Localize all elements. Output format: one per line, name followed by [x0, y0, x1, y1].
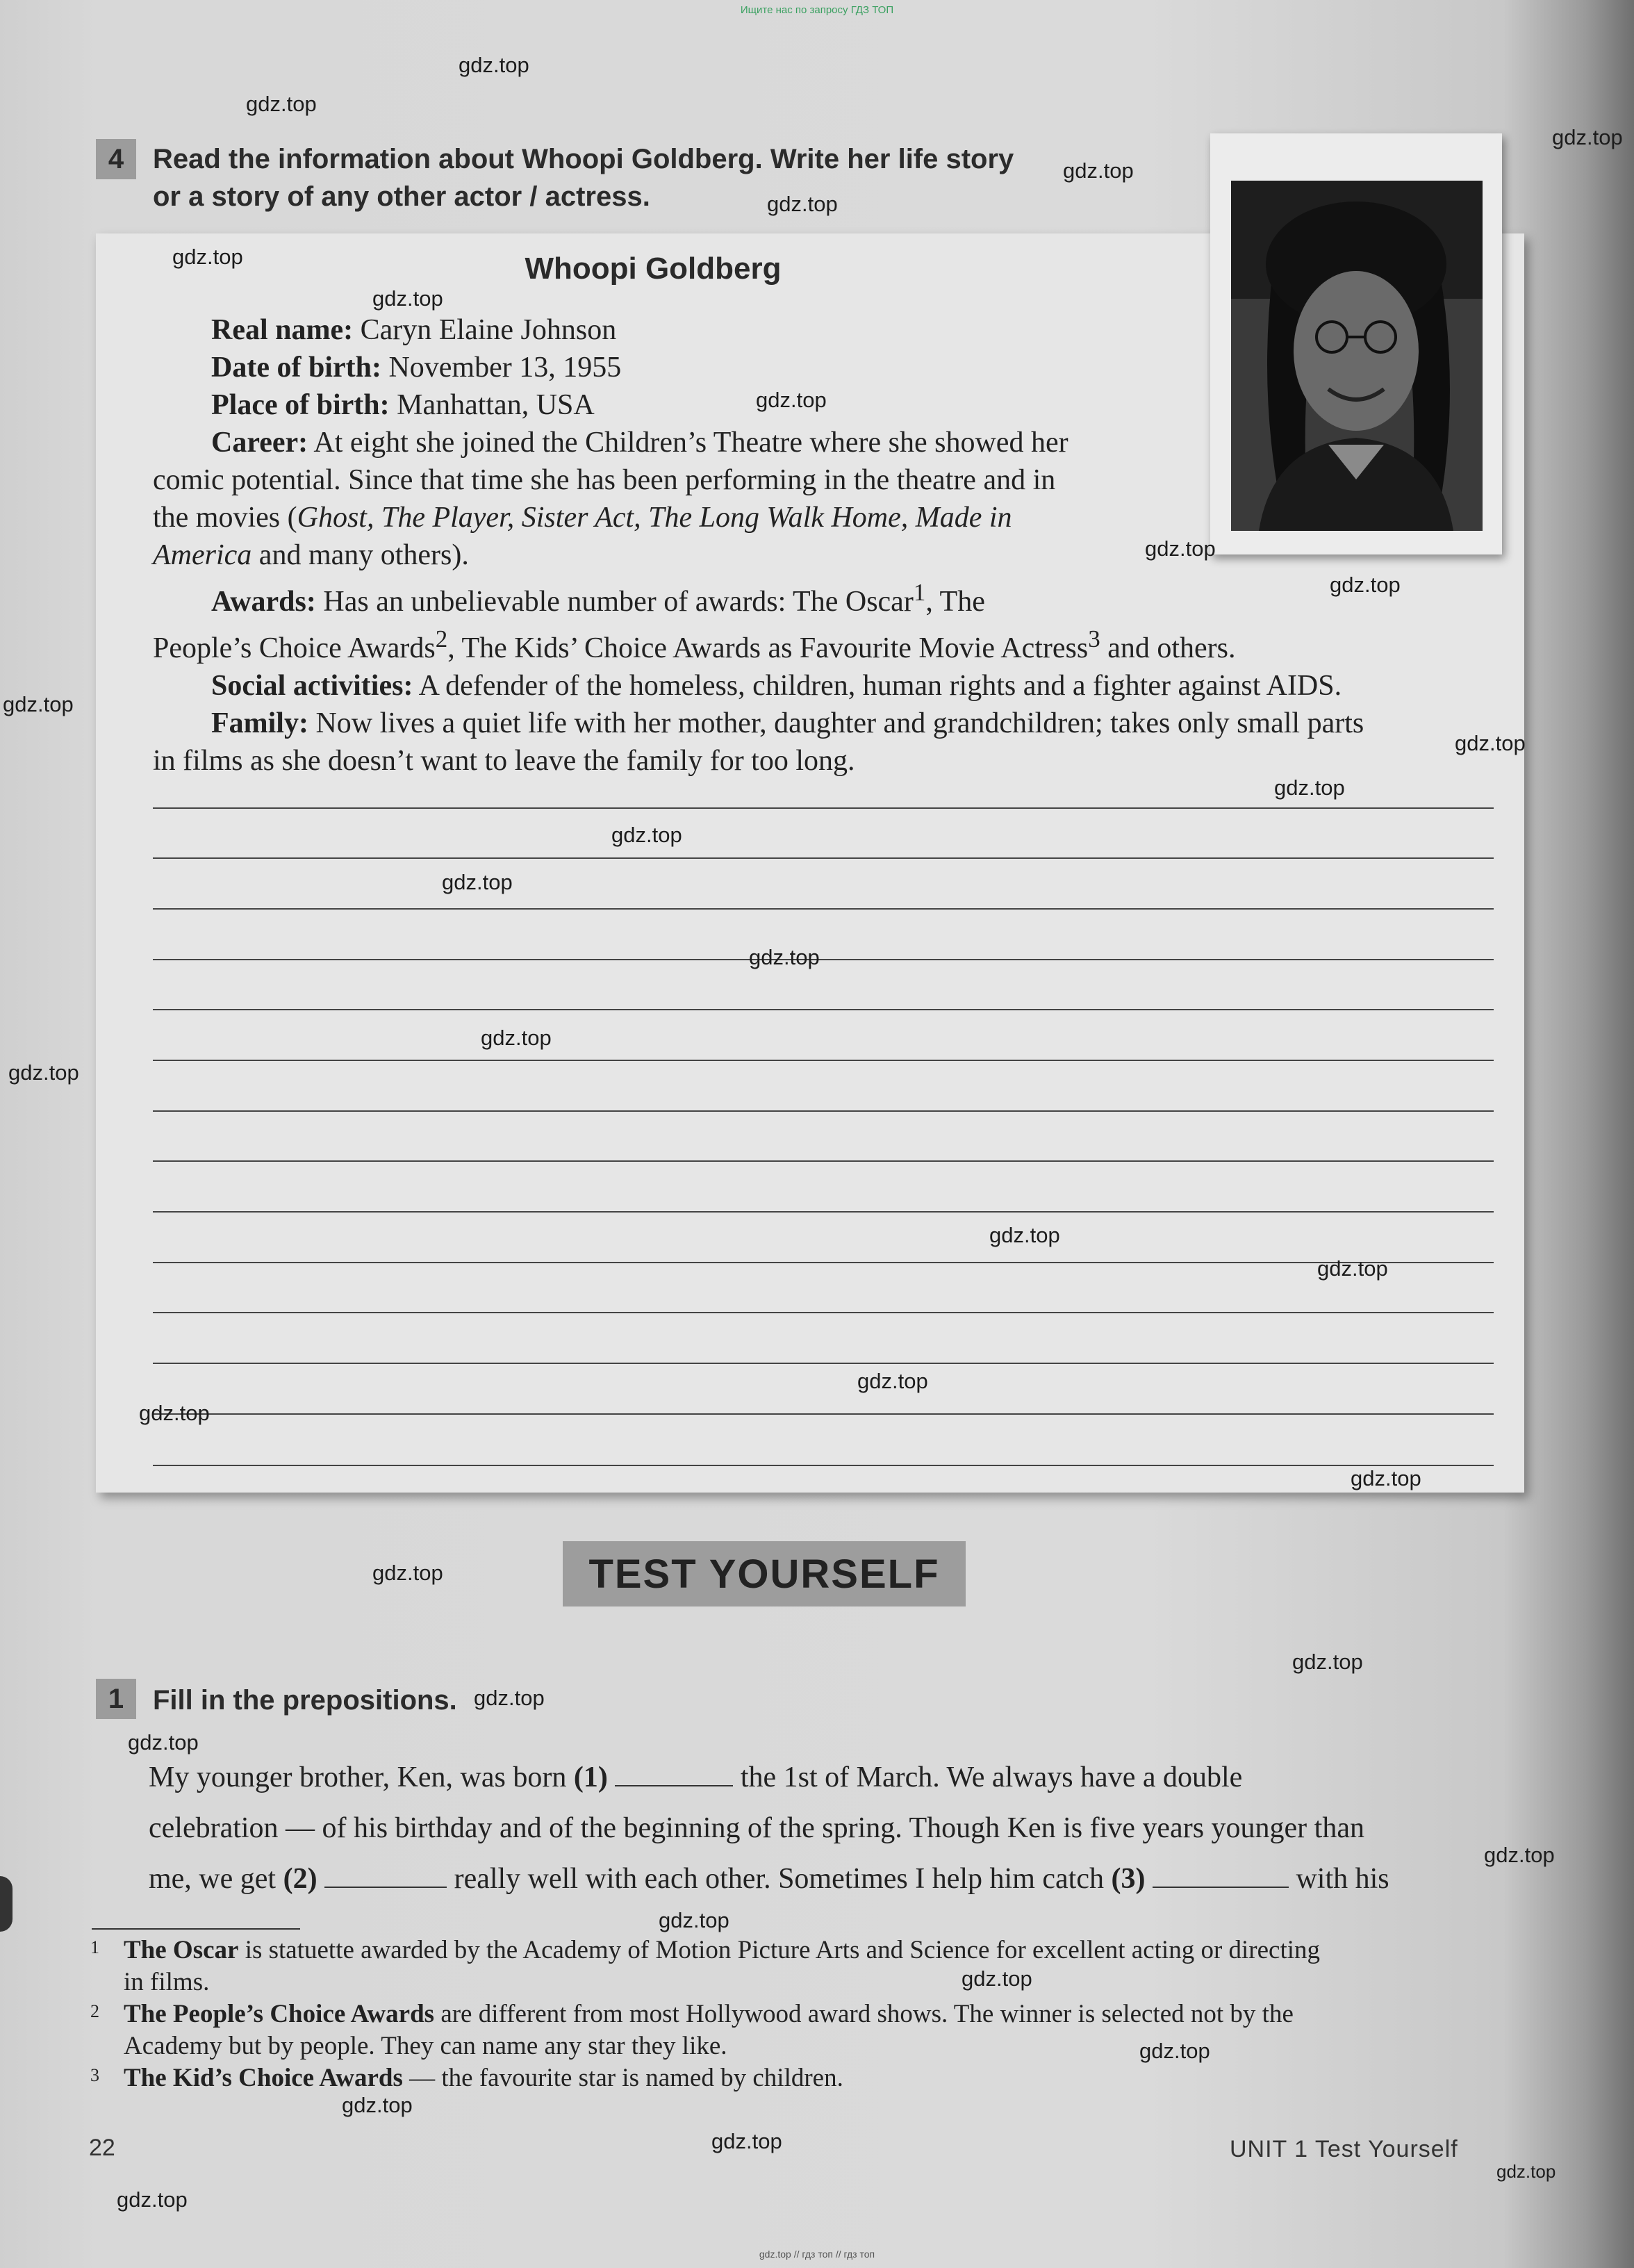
watermark: gdz.top [1139, 2039, 1210, 2063]
task-1-number: 1 [96, 1679, 136, 1719]
dob-label: Date of birth: [211, 352, 381, 384]
career-films-end: America [153, 539, 252, 571]
writing-line[interactable] [153, 1060, 1494, 1061]
task-4-title-line2: or a story of any other actor / actress. [153, 181, 650, 212]
career-row [153, 424, 1487, 461]
awards-label: Awards: [211, 586, 316, 618]
footnote-2-term: The People’s Choice Awards [124, 2000, 435, 2028]
info-text [153, 311, 1487, 780]
footer-note: gdz.top // гдз топ // гдз топ [759, 2249, 875, 2260]
footnote-1-text2: in films. [124, 1968, 210, 1996]
card-title: Whoopi Goldberg [525, 252, 782, 286]
exercise-line3-b: really well with each other. Sometimes I help him catch [447, 1863, 1112, 1895]
watermark: gdz.top [372, 1561, 443, 1585]
watermark: gdz.top [3, 692, 74, 716]
exercise-line3-c: with his [1288, 1863, 1389, 1895]
exercise-line3 [149, 1854, 1495, 1905]
watermark: gdz.top [1292, 1650, 1363, 1674]
family-line1: Now lives a quiet life with her mother, daughter and grandchildren; takes only small parts [315, 707, 1364, 739]
family-line2: in films as she doesn’t want to leave the family for too long. [153, 745, 855, 777]
awards-line2-c: and others. [1100, 632, 1236, 664]
dob-row [153, 349, 1487, 386]
family-row [153, 705, 1487, 742]
watermark: gdz.top [459, 53, 529, 77]
career-line4 [153, 536, 1487, 574]
family-label: Family: [211, 707, 308, 739]
watermark: gdz.top [1552, 125, 1623, 149]
awards-line1: Has an unbelievable number of awards: The Oscar [323, 586, 914, 618]
social-label: Social activities: [211, 670, 413, 702]
task-1-title: Fill in the prepositions. [153, 1685, 457, 1716]
task-4-title [153, 140, 1014, 215]
writing-line[interactable] [153, 1160, 1494, 1162]
dob-value: November 13, 1955 [388, 352, 622, 384]
real-name-row [153, 311, 1487, 349]
career-line2: comic potential. Since that time she has been performing in the theatre and in [153, 464, 1056, 496]
gap-marker-2: (2) [283, 1863, 317, 1895]
watermark: gdz.top [962, 1966, 1032, 1991]
footnote-2-text: are different from most Hollywood award shows. The winner is selected not by the [434, 2000, 1294, 2028]
footnote-2-text2: Academy but by people. They can name any star they like. [124, 2032, 727, 2060]
exercise-line1-b: the 1st of March. We always have a double [733, 1761, 1243, 1793]
pob-label: Place of birth: [211, 389, 390, 421]
watermark: gdz.top [172, 245, 243, 269]
watermark: gdz.top [1317, 1256, 1388, 1281]
exercise-line3-a: me, we get [149, 1863, 283, 1895]
writing-line[interactable] [153, 1465, 1494, 1466]
watermark: gdz.top [1455, 731, 1526, 755]
career-line1: At eight she joined the Children’s Theatre where she showed her [313, 427, 1068, 459]
watermark: gdz.top [128, 1730, 199, 1755]
awards-line1-b: , The [925, 586, 985, 618]
watermark: gdz.top [442, 870, 513, 894]
footnote-ref-3: 3 [1088, 625, 1100, 652]
gap-marker-3: (3) [1111, 1863, 1146, 1895]
footnote-1-term: The Oscar [124, 1936, 239, 1964]
pob-value: Manhattan, USA [397, 389, 595, 421]
career-label: Career: [211, 427, 308, 459]
career-line3-a: the movies ( [153, 502, 297, 534]
writing-line[interactable] [153, 1413, 1494, 1415]
watermark: gdz.top [611, 823, 682, 847]
watermark: gdz.top [342, 2093, 413, 2117]
real-name-value: Caryn Elaine Johnson [360, 314, 617, 346]
exercise-line1 [149, 1752, 1495, 1803]
gap-3-blank[interactable] [1153, 1866, 1289, 1888]
writing-line[interactable] [153, 1363, 1494, 1364]
running-head: UNIT 1 Test Yourself [1230, 2136, 1458, 2162]
watermark: gdz.top [1274, 775, 1345, 800]
footnote-1-text: is statuette awarded by the Academy of Motion Picture Arts and Science for excellent acting or directing [238, 1936, 1321, 1964]
career-line4-b: and many others). [251, 539, 469, 571]
watermark: gdz.top [1063, 158, 1134, 183]
writing-line[interactable] [153, 908, 1494, 910]
footnote-3 [90, 2062, 1501, 2094]
watermark: gdz.top [139, 1401, 210, 1425]
page-number: 22 [89, 2135, 115, 2161]
awards-row [153, 574, 1487, 621]
binding-hole [0, 1876, 13, 1932]
real-name-label: Real name: [211, 314, 354, 346]
gap-2-blank[interactable] [324, 1866, 447, 1888]
watermark: gdz.top [372, 286, 443, 311]
watermark: gdz.top [246, 92, 317, 116]
footnote-ref-1: 1 [913, 579, 926, 606]
watermark: gdz.top [1145, 536, 1216, 561]
watermark: gdz.top [481, 1026, 552, 1050]
writing-line[interactable] [153, 857, 1494, 859]
exercise-text [149, 1752, 1495, 1905]
task-4-title-line1: Read the information about Whoopi Goldberg. Write her life story [153, 144, 1014, 174]
footnote-ref-2: 2 [435, 625, 448, 652]
writing-line[interactable] [153, 807, 1494, 809]
gap-1-blank[interactable] [615, 1764, 733, 1786]
footnote-1-number: 1 [90, 1937, 99, 1957]
writing-line[interactable] [153, 1312, 1494, 1313]
awards-line2-a: People’s Choice Awards [153, 632, 436, 664]
footnote-divider [92, 1928, 300, 1930]
watermark: gdz.top [117, 2187, 188, 2212]
watermark: gdz.top [857, 1369, 928, 1393]
awards-line2 [153, 621, 1487, 667]
writing-line[interactable] [153, 1009, 1494, 1010]
watermark: gdz.top [989, 1223, 1060, 1247]
watermark: gdz.top [659, 1908, 729, 1932]
watermark: gdz.top [8, 1060, 79, 1085]
watermark: gdz.top [749, 945, 820, 969]
task-4-number: 4 [96, 139, 136, 179]
footnote-2-number: 2 [90, 2001, 99, 2021]
exercise-line2: celebration — of his birthday and of the beginning of the spring. Though Ken is five years younger than [149, 1812, 1364, 1844]
footnote-3-number: 3 [90, 2065, 99, 2085]
footnote-2 [90, 1998, 1501, 2062]
watermark: gdz.top [1484, 1843, 1555, 1867]
header-note: Ищите нас по запросу ГДЗ ТОП [740, 4, 894, 16]
exercise-line1-a: My younger brother, Ken, was born [149, 1761, 574, 1793]
gap-marker-1: (1) [573, 1761, 608, 1793]
watermark: gdz.top [1351, 1466, 1421, 1490]
watermark: gdz.top [474, 1686, 545, 1710]
social-row [153, 667, 1487, 705]
writing-line[interactable] [153, 959, 1494, 960]
career-films: Ghost, The Player, Sister Act, The Long Walk Home, Made in [297, 502, 1012, 534]
writing-line[interactable] [153, 1110, 1494, 1112]
writing-line[interactable] [153, 1211, 1494, 1213]
watermark: gdz.top [711, 2129, 782, 2153]
footnote-3-term: The Kid’s Choice Awards [124, 2064, 403, 2092]
awards-line2-b: , The Kids’ Choice Awards as Favourite Movie Actress [447, 632, 1089, 664]
watermark: gdz.top [756, 388, 827, 412]
writing-line[interactable] [153, 1262, 1494, 1263]
watermark: gdz.top [767, 192, 838, 216]
career-line3 [153, 499, 1487, 536]
social-value: A defender of the homeless, children, human rights and a fighter against AIDS. [418, 670, 1342, 702]
footnote-3-text: — the favourite star is named by children. [402, 2064, 843, 2092]
watermark: gdz.top [1496, 2161, 1556, 2182]
watermark: gdz.top [1330, 573, 1401, 597]
test-yourself-banner: TEST YOURSELF [563, 1541, 966, 1606]
footnote-1 [90, 1934, 1501, 1998]
